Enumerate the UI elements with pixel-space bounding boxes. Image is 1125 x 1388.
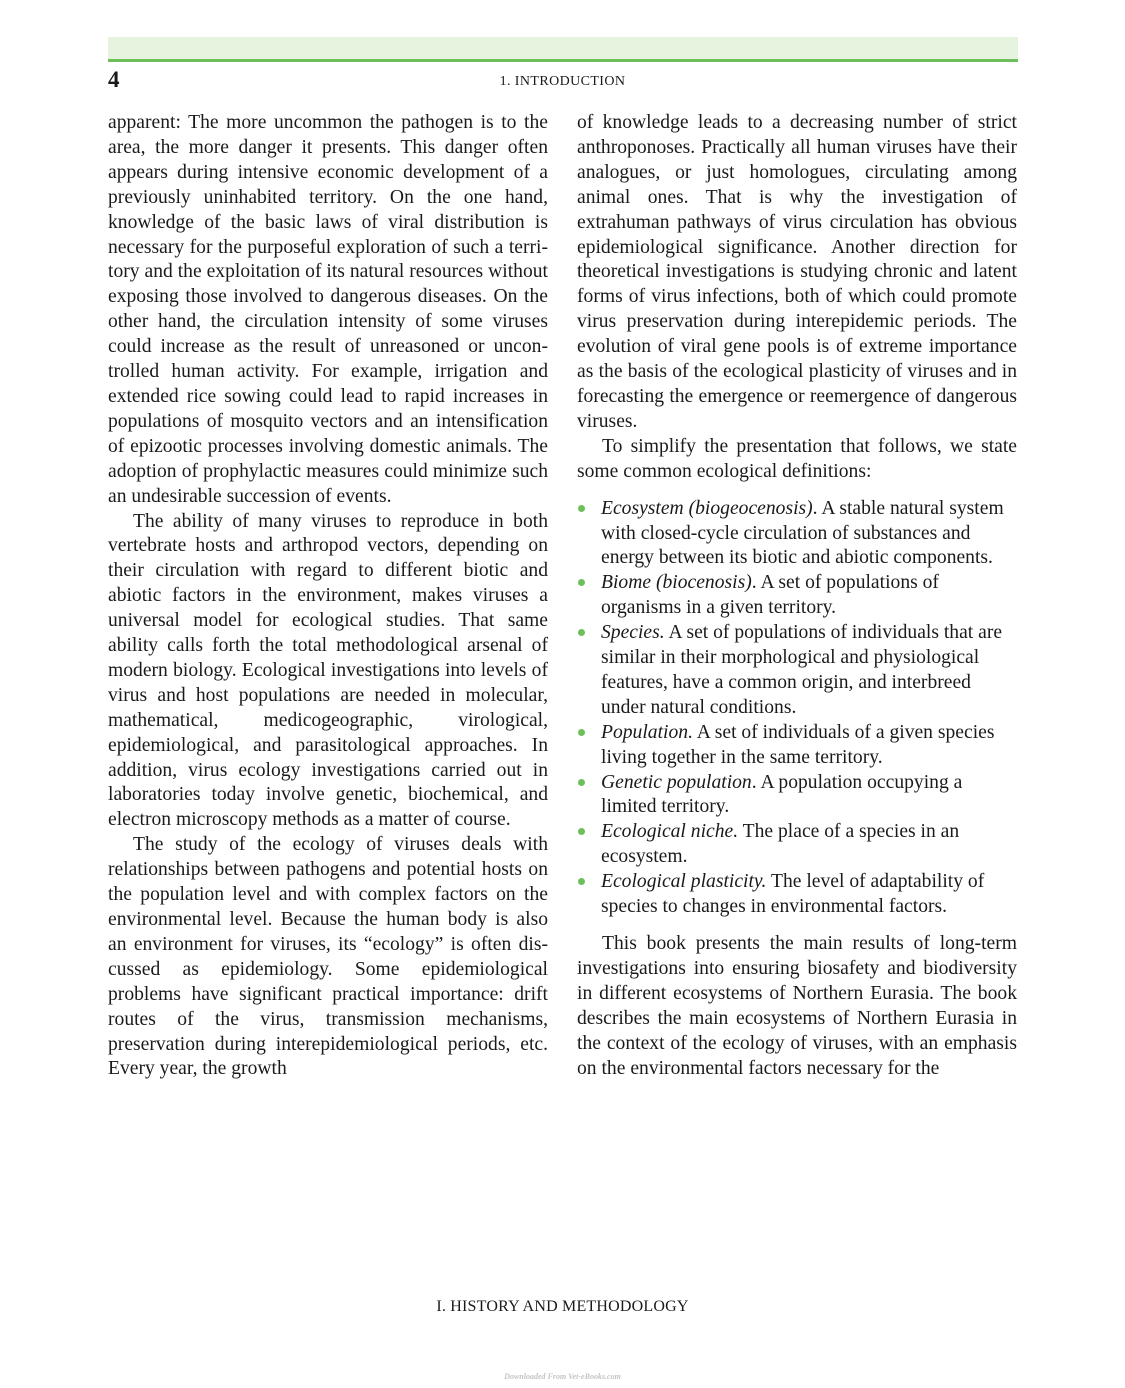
definition-term: Biome (biocenosis)	[601, 572, 752, 594]
definition-item	[577, 820, 1017, 870]
definition-term: Species.	[601, 622, 665, 644]
bullet-icon	[578, 878, 585, 885]
definition-text: . A stable natural system with closed-cycle circulation of substances and energy between its biotic and abiotic components.	[601, 497, 1004, 569]
download-watermark: Downloaded From Vet-eBooks.com	[504, 1372, 621, 1381]
bullet-icon	[578, 729, 585, 736]
footer-section-title: I. HISTORY AND METHODOLOGY	[436, 1298, 689, 1315]
header-rule	[108, 59, 1018, 62]
definition-item	[577, 497, 1017, 572]
definition-item	[577, 621, 1017, 721]
definition-item	[577, 870, 1017, 920]
left-column	[108, 111, 548, 1082]
paragraph: The study of the ecology of viruses deals with relationships between pathogens and potential hosts on the population level and with complex factors on the environmental level. Because the human body is also an environment for viruses, its “ecology” is often discussed as epidemiology. Some epidemiological problems have significant practical importance: drift routes of the virus, transmission mechanisms, preservation during interepidemiological periods, etc. Every year, the growth	[108, 834, 548, 1080]
paragraph: The ability of many viruses to reproduce in both vertebrate hosts and arthropod vectors, depending on their circulation with regard to different biotic and abiotic factors in the environment, makes viruses a universal model for ecological studies. That same ability calls forth the total methodological arsenal of modern biology. Ecological investigations into levels of virus and host populations are needed in molecular, mathematical, medicogeographic, virological, epidemiological, and parasitological approaches. In addition, virus ecology investigations carried out in laboratories today involve genetic, biochemical, and electron microscopy methods as a matter of course.	[108, 510, 548, 831]
definition-term: Population.	[601, 721, 693, 743]
definition-text: The place of a species in an ecosystem.	[601, 821, 960, 868]
paragraph: apparent: The more uncommon the pathogen is to the area, the more danger it presents. This danger often appears during intensive economic development of a previously uninhabited territory. On the one hand, knowledge of the basic laws of viral distribution is necessary for the purposeful exploration of such a territory and the exploitation of its natural resources without exposing those involved to dangerous diseases. On the other hand, the circulation intensity of some viruses could increase as the result of unreasoned or uncontrolled human activity. For example, irrigation and extended rice sowing could lead to rapid increases in populations of mosquito vectors and an intensification of epizootic processes involving domestic animals. The adoption of prophylactic measures could minimize such an undesirable succession of events.	[108, 112, 548, 507]
definition-text: A set of populations of individuals that are similar in their morphological and physiological features, have a common origin, and interbreed under natural conditions.	[601, 622, 1003, 718]
definition-item	[577, 571, 1017, 621]
paragraph: of knowledge leads to a decreasing number of strict anthroponoses. Practically all human viruses have their analogues, or just homologues, circulating among animal ones. That is why the investigation of extrahuman pathways of virus circulation has obvious epidemiological significance. Another direction for theoretical investigations is studying chronic and latent forms of virus infections, both of which could promote virus preservation during interepidemic periods. The evolution of viral gene pools is of extreme importance as the basis of the ecological plasticity of viruses and in forecasting the emergence or reemergence of dangerous viruses.	[577, 112, 1017, 432]
paragraph: This book presents the main results of long-term investigations into ensuring biosafety and biodiversity in different ecosystems of Northern Eurasia. The book describes the main ecosystems of Northern Eurasia in the context of the ecology of viruses, with an emphasis on the environmental factors necessary for the	[577, 933, 1017, 1079]
page-number: 4	[108, 67, 120, 92]
bullet-icon	[578, 579, 585, 586]
bullet-icon	[578, 779, 585, 786]
definition-text: . A set of populations of organisms in a given territory.	[601, 572, 939, 619]
definition-item	[577, 771, 1017, 821]
definition-item	[577, 721, 1017, 771]
definition-term: Ecological plasticity.	[601, 871, 767, 893]
definition-term: Ecosystem (biogeocenosis)	[601, 497, 813, 519]
definition-term: Genetic population	[601, 771, 752, 793]
bullet-icon	[578, 629, 585, 636]
running-head: 1. INTRODUCTION	[499, 74, 626, 89]
definition-text: . A population occupying a limited territory.	[601, 771, 963, 818]
definitions-list	[577, 497, 1017, 920]
bullet-icon	[578, 505, 585, 512]
header-band	[108, 37, 1018, 59]
bullet-icon	[578, 828, 585, 835]
paragraph: To simplify the presentation that follows, we state some common ecological definitions:	[577, 435, 1017, 482]
definition-term: Ecological niche.	[601, 821, 739, 843]
definition-text: The level of adaptability of species to changes in environmental factors.	[601, 871, 985, 918]
right-column	[577, 111, 1017, 1081]
definition-text: A set of individuals of a given species living together in the same territory.	[601, 721, 995, 768]
